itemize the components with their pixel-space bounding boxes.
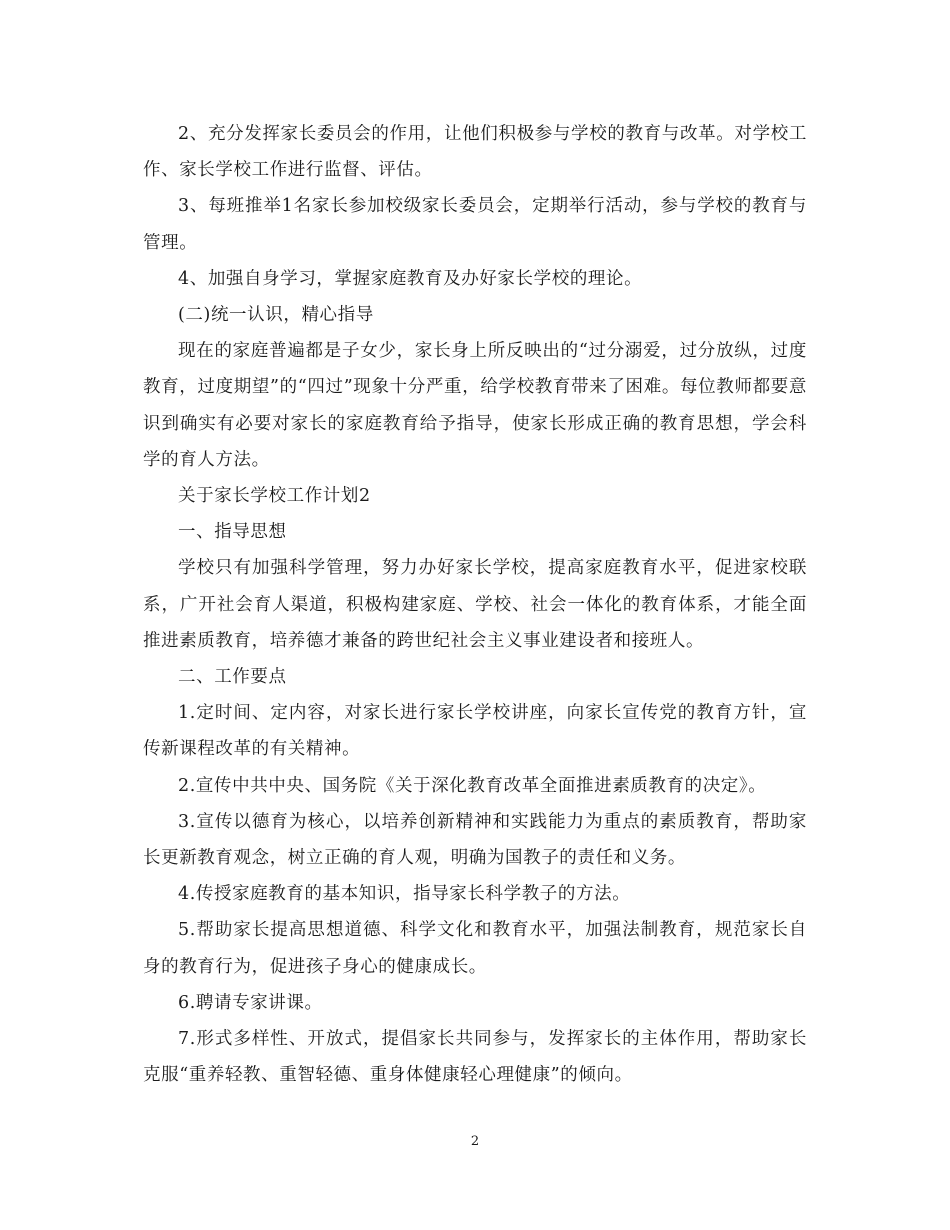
document-subtitle: 关于家长学校工作计划2 bbox=[178, 486, 371, 507]
document-body bbox=[143, 116, 807, 1093]
section-heading-work-points: 二、工作要点 bbox=[178, 667, 287, 688]
paragraph-committee-role: 2、充分发挥家长委员会的作用，让他们积极参与学校的教育与改革。对学校工作、家长学校工作进行监督、评估。 bbox=[143, 124, 807, 181]
list-item-work-point-3: 3.宣传以德育为核心，以培养创新精神和实践能力为重点的素质教育，帮助家长更新教育观念，树立正确的育人观，明确为国教子的责任和义务。 bbox=[143, 811, 807, 869]
list-item-work-point-4: 4.传授家庭教育的基本知识，指导家长科学教子的方法。 bbox=[178, 884, 631, 905]
list-item-work-point-6: 6.聘请专家讲课。 bbox=[178, 992, 323, 1013]
section-heading-unify-understanding: (二)统一认识，精心指导 bbox=[178, 305, 374, 326]
page-number: 2 bbox=[470, 1134, 480, 1149]
section-heading-guiding-ideology: 一、指导思想 bbox=[178, 522, 287, 543]
paragraph-family-situation: 现在的家庭普遍都是子女少，家长身上所反映出的“过分溺爱，过分放纵，过度教育，过度期望”的“四过”现象十分严重，给学校教育带来了困难。每位教师都要意识到确实有必要对家长的家庭教育给予指导，使家长形成正确的教育思想，学会科学的育人方法。 bbox=[143, 341, 807, 470]
list-item-work-point-2: 2.宣传中共中央、国务院《关于深化教育改革全面推进素质教育的决定》。 bbox=[178, 775, 767, 796]
list-item-work-point-7: 7.形式多样性、开放式，提倡家长共同参与，发挥家长的主体作用，帮助家长克服“重养轻教、重智轻德、重身体健康轻心理健康”的倾向。 bbox=[143, 1029, 807, 1086]
paragraph-guiding-ideology: 学校只有加强科学管理，努力办好家长学校，提高家庭教育水平，促进家校联系，广开社会育人渠道，积极构建家庭、学校、社会一体化的教育体系，才能全面推进素质教育，培养德才兼备的跨世纪社会主义事业建设者和接班人。 bbox=[143, 558, 807, 651]
list-item-work-point-1: 1.定时间、定内容，对家长进行家长学校讲座，向家长宣传党的教育方针，宣传新课程改革的有关精神。 bbox=[143, 703, 807, 760]
paragraph-self-study: 4、加强自身学习，掌握家庭教育及办好家长学校的理论。 bbox=[178, 268, 643, 289]
list-item-work-point-5: 5.帮助家长提高思想道德、科学文化和教育水平，加强法制教育，规范家长自身的教育行为，促进孩子身心的健康成长。 bbox=[143, 920, 807, 977]
paragraph-class-representative: 3、每班推举1名家长参加校级家长委员会，定期举行活动，参与学校的教育与管理。 bbox=[143, 196, 807, 253]
